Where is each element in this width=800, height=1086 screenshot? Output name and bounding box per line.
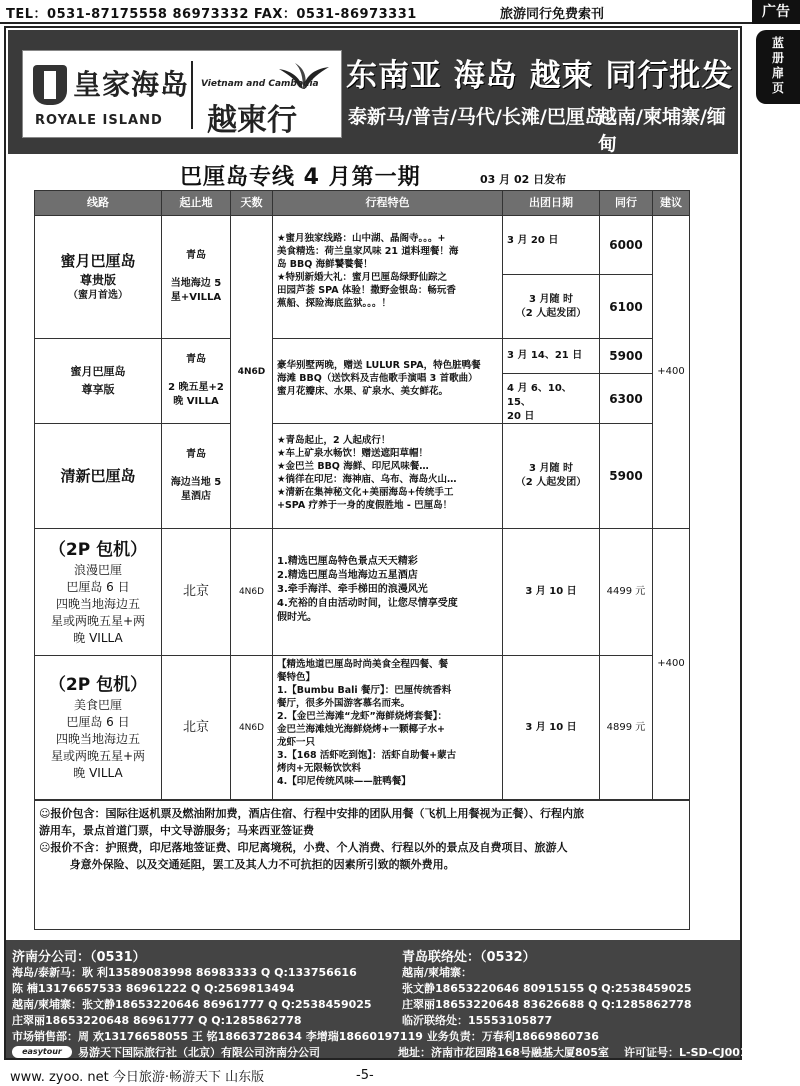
feature-line: 美食精选：荷兰皇家风味 21 道料理餐！海 [277, 246, 459, 257]
col-header-origin: 起止地 [161, 190, 231, 216]
route-origin: 北京 [161, 655, 231, 800]
route-features [272, 528, 503, 656]
trade-price: 6000 [599, 215, 653, 275]
feature-line: 【精选地道巴厘岛时尚美食全程四餐、餐 [277, 659, 449, 670]
feature-line: 餐厅，很多外国游客慕名而来。 [277, 698, 411, 709]
vietnam-cambodia-cn: 越柬行 [207, 103, 297, 138]
note-line: 游用车，景点首道门票，中文导游服务；马来西亚签证费 [39, 824, 314, 837]
feature-line: ★特别新婚大礼：蜜月巴厘岛绿野仙踪之 [277, 272, 448, 283]
feature-line: ★蜜月独家线路：山中湖、晶阁寺。。。+ [277, 233, 446, 244]
route-note: （蜜月首选） [68, 290, 128, 301]
easytour-logo-icon: easytour [12, 1046, 72, 1058]
publish-date: 03 月 02 日发布 [480, 173, 567, 186]
feature-line: 豪华别墅两晚，赠送 LULUR SPA，特色脏鸭餐 [277, 360, 481, 371]
trade-price: 6100 [599, 274, 653, 339]
trade-price: 6300 [599, 373, 653, 424]
price-table [34, 190, 690, 800]
col-header-features: 行程特色 [272, 190, 503, 216]
suggested-markup: +400 [652, 215, 690, 529]
feature-line: 3.牵手海洋、牵手梯田的浪漫风光 [277, 584, 428, 595]
feature-line: ★清新在集神秘文化+美丽海岛+传统手工 [277, 487, 454, 498]
company-line [12, 1044, 320, 1060]
charter-label: （2P 包机） [48, 539, 148, 560]
contact-line: 海岛/泰新马：耿 利13589083998 86983333 Q Q:133756616 [12, 966, 357, 979]
route-name: 蜜月巴厘岛 [70, 365, 126, 378]
contact-line: 越南/柬埔寨：张文静18653220646 86961777 Q Q:2538459025 [12, 998, 372, 1011]
feature-line: ★徜徉在印尼：海神庙、乌布、海岛火山… [277, 474, 457, 485]
departure-date: 3 月随 时 （2 人起发团） [502, 423, 600, 529]
license-number: 许可证号：L-SD-CJ00138 [624, 1046, 763, 1059]
route-description: 美食巴厘 巴厘岛 6 日 四晚当地海边五 星或两晚五星+两 晚 VILLA [50, 698, 146, 780]
feature-line: 蕉船、探险海底监狱。。。！ [277, 298, 392, 309]
departure-date: 4 月 6、10、15、 20 日 [502, 373, 600, 424]
route-days: 4N6D [230, 215, 273, 529]
feature-line: 海滩 BBQ（送饮料及吉他歌手演唱 3 首歌曲） [277, 373, 478, 384]
website-credit: www. zyoo. net 今日旅游·畅游天下 山东版 [10, 1070, 265, 1085]
col-header-trade-price: 同行 [599, 190, 653, 216]
note-line: ☺报价包含：国际往返机票及燃油附加费，酒店住宿、行程中安排的团队用餐（飞机上用餐视为正餐）、行程内旅 [39, 807, 584, 820]
feature-line: 2.精选巴厘岛当地海边五星酒店 [277, 570, 418, 581]
feature-line: 4.【印尼传统风味——脏鸭餐】 [277, 776, 411, 787]
route-name-cell [34, 338, 162, 424]
contact-line: 陈 楠13176657533 86961222 Q Q:2569813494 [12, 982, 295, 995]
qingdao-office: 青岛联络处：（0532） [402, 950, 536, 965]
departure-date: 3 月 10 日 [502, 655, 600, 800]
royale-name-en: ROYALE ISLAND [35, 113, 163, 128]
royale-shield-icon [33, 65, 67, 105]
route-features [272, 338, 503, 424]
feature-line: 2.【金巴兰海滩“龙虾”海鲜烧烤套餐】： [277, 711, 447, 722]
trade-price: 5900 [599, 423, 653, 529]
brand-logos [22, 50, 342, 138]
route-description: 浪漫巴厘 巴厘岛 6 日 四晚当地海边五 星或两晚五星+两 晚 VILLA [50, 562, 146, 645]
header-destinations-sea: 泰新马/普吉/马代/长滩/巴厘岛 [348, 106, 604, 128]
feature-line: 1.【Bumbu Bali 餐厅】：巴厘传统香料 [277, 685, 452, 696]
route-days: 4N6D [230, 655, 273, 800]
trade-price: 4899 元 [599, 655, 653, 800]
route-days: 4N6D [230, 528, 273, 656]
route-name-cell [34, 215, 162, 339]
contact-line: 庄翠丽18653220648 83626688 Q Q:1285862778 [402, 998, 692, 1011]
feature-line: 假时光。 [277, 612, 317, 623]
ad-badge: 广告 [752, 0, 800, 24]
section-tab-label: 蓝册扉页 [771, 36, 784, 95]
trade-price: 5900 [599, 338, 653, 374]
feature-line: 餐特色】 [277, 672, 316, 683]
header-title: 东南亚 海岛 越柬 同行批发 [346, 58, 734, 94]
company-name: 易游天下国际旅行社（北京）有限公司济南分公司 [78, 1046, 320, 1059]
route-origin: 青岛 当地海边 5 星+VILLA [161, 215, 231, 339]
feature-line: 烤肉+无限畅饮饮料 [277, 763, 361, 774]
route-origin: 青岛 2 晚五星+2 晚 VILLA [161, 338, 231, 424]
route-name-cell [34, 528, 162, 656]
route-name-cell [34, 655, 162, 800]
sales-department: 市场销售部：周 欢13176658055 王 铭18663728634 李增瑞18660197119 业务负责：万春利18669860736 [12, 1030, 599, 1043]
col-header-dates: 出团日期 [502, 190, 600, 216]
feature-line: 田园芦荟 SPA 体验！撒野金银岛：畅玩香 [277, 285, 456, 296]
route-features [272, 655, 503, 800]
header-banner [8, 30, 738, 154]
suggested-markup: +400 [652, 528, 690, 800]
note-line: ☹报价不含：护照费，印尼落地签证费、印尼离境税，小费、个人消费、行程以外的景点及自费项目、旅游人 [39, 841, 568, 854]
route-features [272, 215, 503, 339]
feature-line: 1.精选巴厘岛特色景点天天精彩 [277, 556, 418, 567]
logo-divider [191, 61, 193, 129]
page-number: -5- [356, 1068, 374, 1083]
note-line: 身意外保险、以及交通延阻，罢工及其人力不可抗拒的因素所引致的额外费用。 [39, 858, 455, 871]
royale-name-cn: 皇家海岛 [73, 68, 190, 101]
charter-label: （2P 包机） [48, 675, 148, 695]
feature-line: 3.【168 活虾吃到饱】：活虾自助餐+蒙古 [277, 750, 457, 761]
section-tab[interactable] [756, 30, 800, 104]
feature-line: ★车上矿泉水畅饮！赠送遮阳草帽！ [277, 448, 429, 459]
route-name: 清新巴厘岛 [60, 467, 136, 485]
feature-line: ★青岛起止，2 人起成行！ [277, 435, 391, 446]
route-edition: 尊享版 [81, 383, 115, 396]
feature-line: 龙虾一只 [277, 737, 316, 748]
contact-line: 张文静18653220646 80915155 Q Q:2538459025 [402, 982, 692, 995]
company-address: 地址：济南市花园路168号融基大厦805室 [398, 1046, 609, 1059]
departure-date: 3 月随 时 （2 人起发团） [502, 274, 600, 339]
contact-line: 临沂联络处：15553105877 [402, 1014, 553, 1027]
top-contact-bar [0, 0, 800, 24]
trade-price: 4499 元 [599, 528, 653, 656]
departure-date: 3 月 20 日 [502, 215, 600, 275]
route-name: 蜜月巴厘岛 [60, 252, 136, 270]
col-header-days: 天数 [230, 190, 273, 216]
page-title: 巴厘岛专线 4 月第一期 [180, 165, 421, 190]
route-features [272, 423, 503, 529]
feature-line: +SPA 疗养于一身的度假胜地 - 巴厘岛！ [277, 500, 453, 511]
header-destinations-indochina: 越南/柬埔寨/缅甸 [598, 106, 726, 155]
col-header-suggest: 建议 [652, 190, 690, 216]
bottom-bar [0, 1062, 800, 1086]
contact-phone: TEL：0531-87175558 86973332 FAX：0531-86973331 [6, 7, 417, 22]
free-brochure-slogan: 旅游同行免费索刊 [500, 7, 605, 22]
contact-line: 庄翠丽18653220648 86961777 Q Q:1285862778 [12, 1014, 302, 1027]
col-header-route: 线路 [34, 190, 162, 216]
contact-footer [6, 940, 763, 1059]
jinan-branch: 济南分公司：（0531） [12, 950, 146, 965]
feature-line: 岛 BBQ 海鲜饕餮餐！ [277, 259, 373, 270]
route-edition: 尊贵版 [79, 273, 116, 287]
route-origin: 青岛 海边当地 5 星酒店 [161, 423, 231, 529]
feature-line: 蜜月花瓣床、水果、矿泉水、美女鲜花。 [277, 386, 449, 397]
route-name-cell [34, 423, 162, 529]
price-notes [34, 800, 690, 930]
feature-line: 4.充裕的自由活动时间，让您尽情享受度 [277, 598, 458, 609]
contact-line: 越南/柬埔寨： [402, 966, 473, 979]
route-origin: 北京 [161, 528, 231, 656]
departure-date: 3 月 10 日 [502, 528, 600, 656]
feature-line: 金巴兰海滩烛光海鲜烧烤+一颗椰子水+ [277, 724, 445, 735]
vietnam-cambodia-en: Vietnam and Cambodia [201, 79, 319, 89]
departure-date: 3 月 14、21 日 [502, 338, 600, 374]
feature-line: ★金巴兰 BBQ 海鲜、印尼风味餐… [277, 461, 429, 472]
